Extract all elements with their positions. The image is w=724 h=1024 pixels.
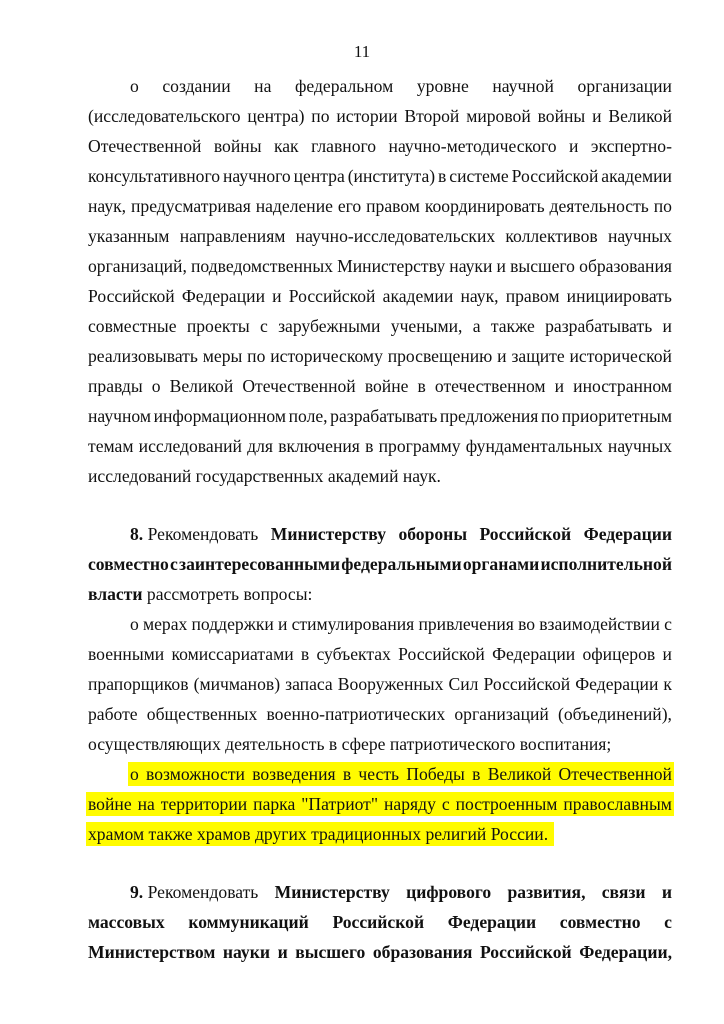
text-line: прапорщиков (мичманов) запаса Вооруженных Сил Российской Федерации к: [88, 674, 672, 694]
text-line: о мерах поддержки и стимулирования привлечения во взаимодействии с: [130, 614, 672, 634]
word: организации: [577, 76, 672, 96]
word: уровне: [416, 76, 469, 96]
highlighted-line: войне на территории парка "Патриот" наряду с построенным православным: [86, 792, 674, 816]
text-line: наук, предусматривая наделение его правом координировать деятельность по: [88, 196, 672, 216]
word: на: [254, 76, 272, 96]
text-line: темам исследований для включения в программу фундаментальных научных: [88, 436, 672, 456]
word: федеральном: [294, 76, 394, 96]
text-line: правды о Великой Отечественной войне в отечественном и иностранном: [88, 376, 672, 396]
text-line: совместно с заинтересованными федеральными органами исполнительной: [88, 554, 672, 574]
text-line: [130, 74, 672, 98]
text-line: консультативного научного центра (института) в системе Российской академии: [88, 166, 672, 186]
text-line: военными комиссариатами в субъектах Российской Федерации офицеров и: [88, 644, 672, 664]
text-line: осуществляющих деятельность в сфере патриотического воспитания;: [88, 734, 612, 754]
word: создании: [162, 76, 231, 96]
item-number: 9.: [130, 882, 144, 902]
word: научной: [492, 76, 554, 96]
text-line: исследований государственных академий наук.: [88, 466, 441, 486]
highlighted-line: храмом также храмов других традиционных религий России.: [88, 822, 672, 846]
text-line: (исследовательского центра) по истории Второй мировой войны и Великой: [88, 106, 672, 126]
text-line: реализовывать меры по историческому просвещению и защите исторической: [88, 346, 672, 366]
text-line: Отечественной войны как главного научно-методического и экспертно-: [88, 136, 672, 156]
text-line: работе общественных военно-патриотических организаций (объединений),: [88, 704, 672, 724]
text-line: массовых коммуникаций Российской Федерации совместно с: [88, 912, 672, 932]
text-line: Российской Федерации и Российской академии наук, правом инициировать: [88, 286, 672, 306]
text-line: организаций, подведомственных Министерству науки и высшего образования: [88, 256, 672, 276]
text-line: Министерством науки и высшего образования Российской Федерации,: [88, 942, 672, 962]
item-number: 8.: [130, 524, 144, 544]
word: о: [130, 76, 139, 96]
item-8-heading: 8. Рекомендовать Министерству обороны Российской Федерации: [130, 524, 672, 544]
page-number: 11: [353, 42, 371, 61]
item-9-heading: 9. Рекомендовать Министерству цифрового развития, связи и: [130, 882, 672, 902]
text-line: научном информационном поле, разрабатывать предложения по приоритетным: [88, 406, 672, 426]
text-line: указанным направлениям научно-исследовательских коллективов научных: [88, 226, 672, 246]
highlighted-line: о возможности возведения в честь Победы в Великой Отечественной: [128, 762, 674, 786]
text-line: совместные проекты с зарубежными учеными, а также разрабатывать и: [88, 316, 672, 336]
text-line: власти рассмотреть вопросы:: [88, 584, 313, 604]
